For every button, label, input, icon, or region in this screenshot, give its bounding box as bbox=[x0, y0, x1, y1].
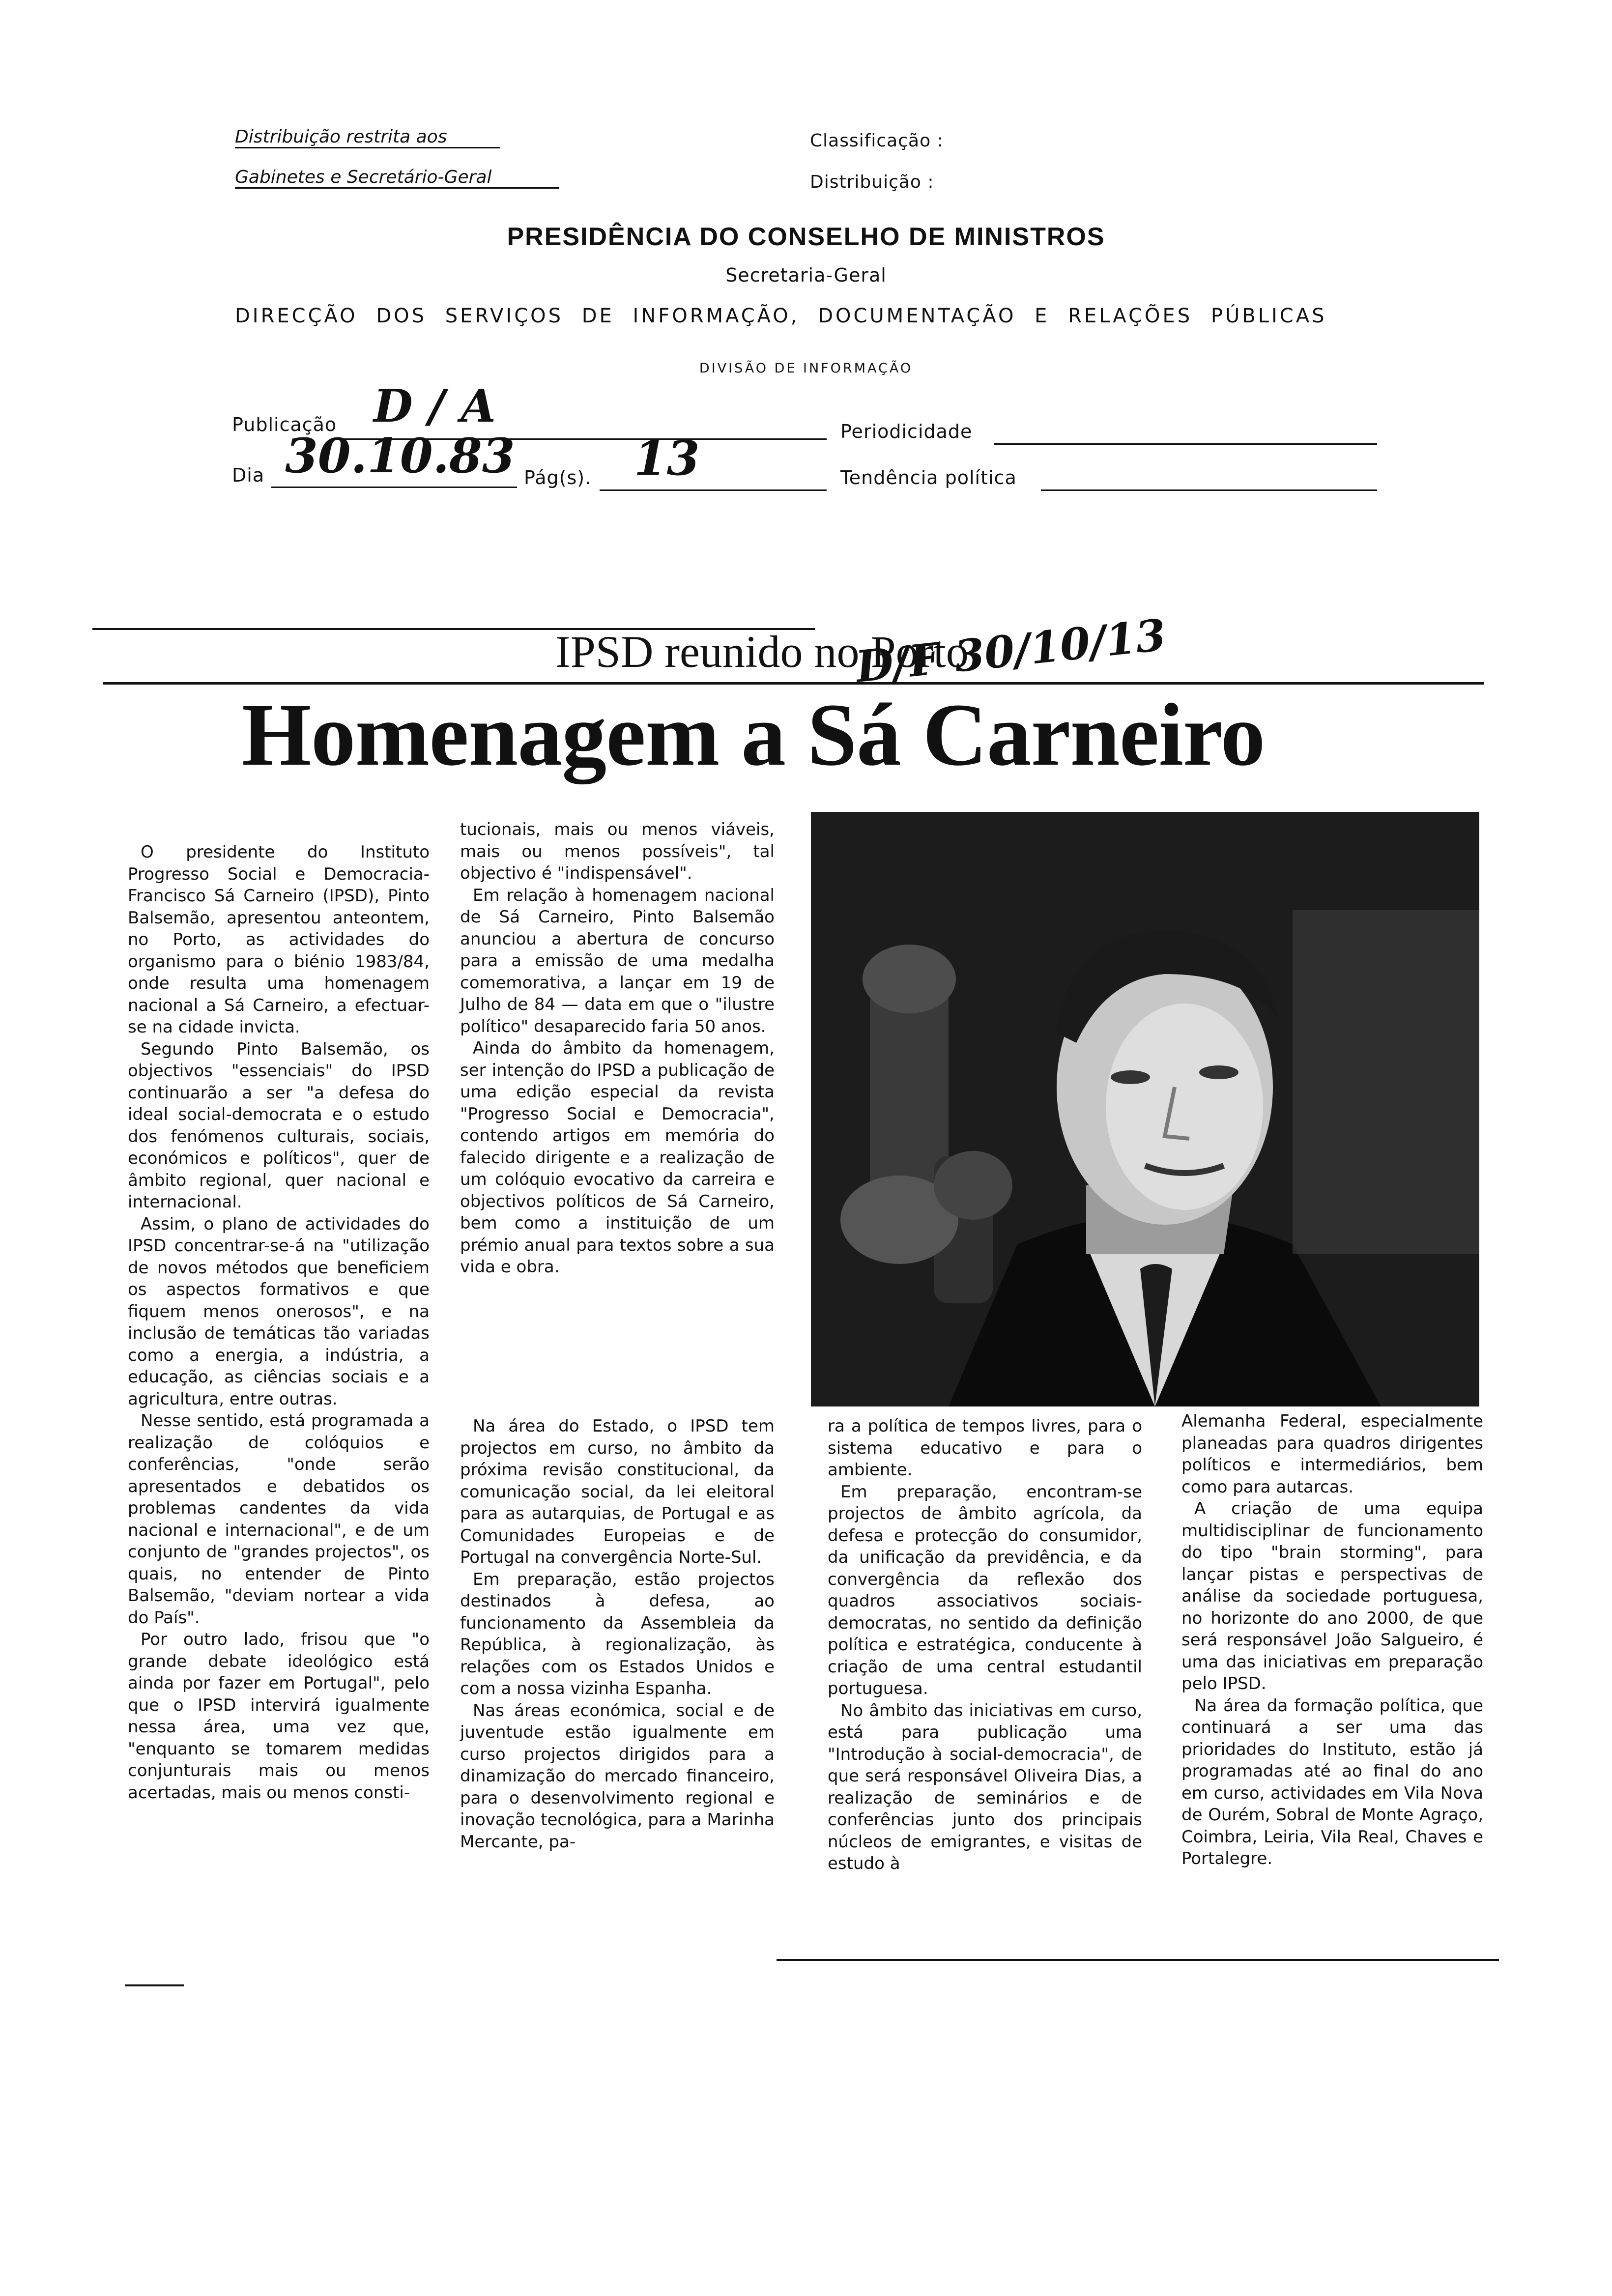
ministry-title: PRESIDÊNCIA DO CONSELHO DE MINISTROS bbox=[507, 223, 1105, 251]
restriction-line-1: Distribuição restrita aos bbox=[235, 127, 500, 148]
col5-paragraph: Alemanha Federal, especialmente planeadas para quadros dirigentes políticos e intermediários, bem como para autarcas. bbox=[1181, 1411, 1483, 1497]
article-column-2 bbox=[460, 819, 775, 1278]
classificacao-label: Classificação : bbox=[810, 131, 944, 151]
col4-paragraph: No âmbito das iniciativas em curso, está para publicação uma "Introdução à social-democracia", de que será responsável Oliveira Dias, a realização de seminários e de conferências junto dos principais núcleos de emigrantes, e visitas de estudo à bbox=[828, 1700, 1142, 1873]
col1-paragraph: Por outro lado, frisou que "o grande debate ideológico está ainda por fazer em Portugal", pelo que o IPSD intervirá igualmente nessa área, uma vez que, "enquanto se tomarem medidas conjunturais mais ou menos acertadas, mais ou menos consti- bbox=[128, 1630, 430, 1803]
periodicidade-label: Periodicidade bbox=[840, 421, 973, 442]
pags-label: Pág(s). bbox=[524, 467, 592, 488]
col1-paragraph: Segundo Pinto Balsemão, os objectivos "essenciais" do IPSD continuarão a ser "a defesa do ideal social-democrata e o estudo dos fenómenos culturais, sociais, económicos e políticos", quer de âmbito regional, quer nacional e internacional. bbox=[128, 1039, 430, 1212]
publicacao-handwritten-value: D / A bbox=[374, 379, 496, 432]
tendencia-label: Tendência política bbox=[840, 467, 1017, 488]
kicker-rule bbox=[103, 682, 1484, 685]
col5-paragraph: A criação de uma equipa multidisciplinar de funcionamento do tipo "brain storming", para lançar pistas e perspectivas de análise da sociedade portuguesa, no horizonte do ano 2000, de que será responsável João Salgueiro, é uma das iniciativas em preparação pelo IPSD. bbox=[1181, 1499, 1483, 1693]
article-column-1 bbox=[128, 841, 430, 1804]
handwritten-annotation: D/F 30/10/13 bbox=[853, 609, 1168, 692]
col2-paragraph: tucionais, mais ou menos viáveis, mais ou menos possíveis", tal objectivo é "indispensável". bbox=[460, 820, 775, 883]
divisao-title: DIVISÃO DE INFORMAÇÃO bbox=[699, 361, 913, 376]
col1-paragraph: O presidente do Instituto Progresso Social e Democracia-Francisco Sá Carneiro (IPSD), Pinto Balsemão, apresentou anteontem, no Porto, as actividades do organismo para o biénio 1983/84, onde resulta uma homenagem nacional a Sá Carneiro, a efectuar-se na cidade invicta. bbox=[128, 842, 430, 1037]
dia-line bbox=[271, 487, 517, 488]
article-headline: Homenagem a Sá Carneiro bbox=[242, 686, 1265, 784]
end-mark-rule bbox=[125, 1984, 184, 1986]
dia-label: Dia bbox=[232, 464, 265, 486]
dia-handwritten-value: 30.10.83 bbox=[285, 428, 515, 484]
article-column-5 bbox=[1181, 1410, 1483, 1870]
col4-paragraph: Em preparação, encontram-se projectos de âmbito agrícola, da defesa e protecção do consumidor, da unificação da previdência, e da convergência da reflexão dos quadros associativos sociais-democratas, no sentido da definição política e estratégica, conducente à criação de uma central estudantil portuguesa. bbox=[828, 1482, 1142, 1698]
col3-paragraph: Nas áreas económica, social e de juventude estão igualmente em curso projectos dirigidos para a dinamização do mercado financeiro, para o desenvolvimento regional e inovação tecnológica, para a Marinha Mercante, pa- bbox=[460, 1700, 775, 1852]
col2-paragraph: Ainda do âmbito da homenagem, ser intenção do IPSD a publicação de uma edição especial da revista "Progresso Social e Democracia", contendo artigos em memória do falecido dirigente e a realização de um colóquio evocativo da carreira e objectivos políticos de Sá Carneiro, bem como a instituição de um prémio anual para textos sobre a sua vida e obra. bbox=[460, 1038, 775, 1277]
bottom-rule bbox=[777, 1959, 1499, 1961]
article-column-3 bbox=[460, 1415, 775, 1853]
pags-line bbox=[600, 489, 827, 491]
secretaria-title: Secretaria-Geral bbox=[725, 264, 887, 286]
portrait-photo bbox=[811, 812, 1479, 1406]
col4-paragraph: ra a política de tempos livres, para o sistema educativo e para o ambiente. bbox=[828, 1416, 1142, 1480]
distribuicao-label: Distribuição : bbox=[810, 172, 934, 192]
periodicidade-line bbox=[994, 443, 1377, 445]
article-kicker: IPSD reunido no Porto bbox=[555, 627, 969, 677]
col3-paragraph: Na área do Estado, o IPSD tem projectos em curso, no âmbito da próxima revisão constitucional, da comunicação social, da lei eleitoral para as autarquias, de Portugal e as Comunidades Europeias e de Portugal na convergência Norte-Sul. bbox=[460, 1416, 775, 1567]
tendencia-line bbox=[1041, 489, 1377, 491]
col3-paragraph: Em preparação, estão projectos destinados à defesa, ao funcionamento da Assembleia da República, à regionalização, às relações com os Estados Unidos e com a nossa vizinha Espanha. bbox=[460, 1569, 775, 1698]
restriction-line-2: Gabinetes e Secretário-Geral bbox=[235, 167, 559, 189]
col2-paragraph: Em relação à homenagem nacional de Sá Carneiro, Pinto Balsemão anunciou a abertura de concurso para a emissão de uma medalha comemorativa, a lançar em 19 de Julho de 84 — data em que o "ilustre político" desaparecido faria 50 anos. bbox=[460, 885, 775, 1036]
publicacao-label: Publicação bbox=[232, 414, 337, 435]
col1-paragraph: Nesse sentido, está programada a realização de colóquios e conferências, "onde serão apresentados e debatidos os problemas candentes da vida nacional e internacional", e de um conjunto de "grandes projectos", os quais, no entender de Pinto Balsemão, "deviam nortear a vida do País". bbox=[128, 1411, 430, 1628]
direccao-title: DIRECÇÃO DOS SERVIÇOS DE INFORMAÇÃO, DOCUMENTAÇÃO E RELAÇÕES PÚBLICAS bbox=[235, 305, 1327, 327]
pags-handwritten-value: 13 bbox=[634, 430, 700, 486]
article-column-4 bbox=[828, 1415, 1142, 1875]
col5-paragraph: Na área da formação política, que continuará a ser uma das prioridades do Instituto, estão já programadas até ao final do ano em curso, actividades em Vila Nova de Ourém, Sobral de Monte Agraço, Coimbra, Leiria, Vila Real, Chaves e Portalegre. bbox=[1181, 1695, 1483, 1868]
col1-paragraph: Assim, o plano de actividades do IPSD concentrar-se-á na "utilização de novos métodos que beneficiem os aspectos formativos e que fiquem menos onerosos", e na inclusão de temáticas tão variadas como a energia, a indústria, a educação, as ciências sociais e a agricultura, entre outras. bbox=[128, 1214, 430, 1409]
